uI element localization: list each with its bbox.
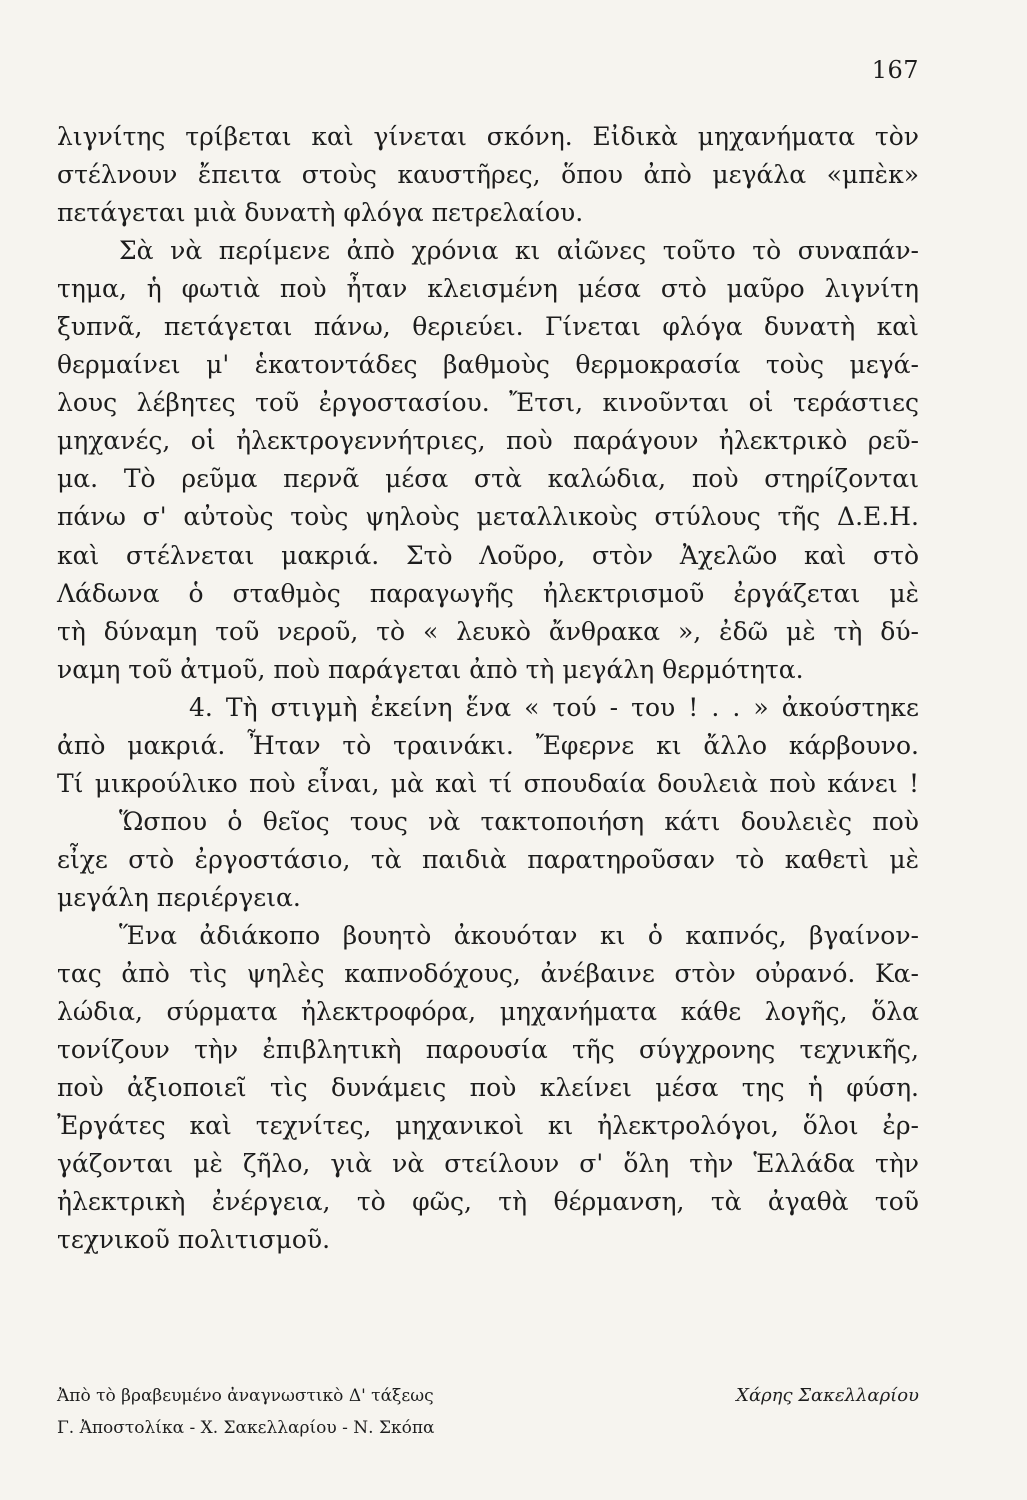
text-line: θερμαίνει μ' ἑκατοντάδες βαθμοὺς θερμοκρασία τοὺς μεγά- (57, 350, 919, 380)
text-line: ἀπὸ μακριά. Ἦταν τὸ τραινάκι. Ἔφερνε κι ἄλλο κάρβουνο. (57, 730, 919, 760)
author-name: Χάρης Σακελλαρίου (736, 1385, 919, 1406)
text-line: λιγνίτης τρίβεται καὶ γίνεται σκόνη. Εἰδικὰ μηχανήματα τὸν (57, 122, 919, 151)
text-line: Ἕνα ἀδιάκοπο βουητὸ ἀκουόταν κι ὁ καπνός, βγαίνον- (119, 920, 919, 950)
text-line: Τί μικρούλικο ποὺ εἶναι, μὰ καὶ τί σπουδαία δουλειὰ ποὺ κάνει ! (57, 768, 919, 798)
source-line-1: Ἀπὸ τὸ βραβευμένο ἀναγνωστικὸ Δ' τάξεως (57, 1386, 434, 1406)
text-line: ποὺ ἀξιοποιεῖ τὶς δυνάμεις ποὺ κλείνει μέσα της ἡ φύση. (57, 1073, 919, 1103)
text-line: λους λέβητες τοῦ ἐργοστασίου. Ἔτσι, κινοῦνται οἱ τεράστιες (57, 388, 919, 418)
text-line: μα. Τὸ ρεῦμα περνᾶ μέσα στὰ καλώδια, ποὺ στηρίζονται (57, 464, 919, 494)
text-line: τὴ δύναμη τοῦ νεροῦ, τὸ « λευκὸ ἄνθρακα », ἐδῶ μὲ τὴ δύ- (57, 616, 919, 646)
text-line: στέλνουν ἔπειτα στοὺς καυστῆρες, ὅπου ἀπὸ μεγάλα «μπὲκ» (57, 160, 919, 190)
text-line: γάζονται μὲ ζῆλο, γιὰ νὰ στείλουν σ' ὅλη τὴν Ἑλλάδα τὴν (57, 1149, 919, 1179)
text-line: τεχνικοῦ πολιτισμοῦ. (57, 1225, 331, 1255)
text-line: ἠλεκτρικὴ ἐνέργεια, τὸ φῶς, τὴ θέρμανση, τὰ ἀγαθὰ τοῦ (57, 1187, 919, 1217)
body-text (57, 118, 919, 1259)
source-line-2: Γ. Ἀποστολίκα - Χ. Σακελλαρίου - Ν. Σκόπα (57, 1418, 435, 1438)
text-line: εἶχε στὸ ἐργοστάσιο, τὰ παιδιὰ παρατηροῦσαν τὸ καθετὶ μὲ (57, 844, 919, 874)
text-line: πάνω σ' αὐτοὺς τοὺς ψηλοὺς μεταλλικοὺς στύλους τῆς Δ.Ε.Η. (57, 502, 919, 532)
text-line: Ὥσπου ὁ θεῖος τους νὰ τακτοποιήση κάτι δουλειὲς ποὺ (119, 806, 919, 836)
page-number: 167 (871, 56, 919, 84)
text-line: καὶ στέλνεται μακριά. Στὸ Λοῦρο, στὸν Ἀχελῶο καὶ στὸ (57, 540, 919, 570)
text-line: Σὰ νὰ περίμενε ἀπὸ χρόνια κι αἰῶνες τοῦτο τὸ συναπάν- (119, 236, 919, 266)
text-line: ξυπνᾶ, πετάγεται πάνω, θεριεύει. Γίνεται φλόγα δυνατὴ καὶ (57, 312, 919, 342)
text-line: ναμη τοῦ ἀτμοῦ, ποὺ παράγεται ἀπὸ τὴ μεγάλη θερμότητα. (57, 654, 804, 684)
text-line: τονίζουν τὴν ἐπιβλητικὴ παρουσία τῆς σύγχρονης τεχνικῆς, (57, 1035, 919, 1065)
text-line: λώδια, σύρματα ἠλεκτροφόρα, μηχανήματα κάθε λογῆς, ὅλα (57, 997, 919, 1027)
text-line: τημα, ἡ φωτιὰ ποὺ ἦταν κλεισμένη μέσα στὸ μαῦρο λιγνίτη (57, 274, 919, 304)
text-line: μηχανές, οἱ ἠλεκτρογεννήτριες, ποὺ παράγουν ἠλεκτρικὸ ρεῦ- (57, 426, 919, 456)
text-line: Ἐργάτες καὶ τεχνίτες, μηχανικοὶ κι ἠλεκτρολόγοι, ὅλοι ἐρ- (57, 1111, 919, 1141)
text-line: μεγάλη περιέργεια. (57, 882, 301, 912)
text-line: τας ἀπὸ τὶς ψηλὲς καπνοδόχους, ἀνέβαινε στὸν οὐρανό. Κα- (57, 959, 919, 989)
text-line: πετάγεται μιὰ δυνατὴ φλόγα πετρελαίου. (57, 198, 584, 228)
source-citation (57, 1380, 435, 1444)
text-line: Λάδωνα ὁ σταθμὸς παραγωγῆς ἠλεκτρισμοῦ ἐργάζεται μὲ (57, 578, 919, 608)
text-line: 4. Τὴ στιγμὴ ἐκείνη ἕνα « τού - του ! . . » ἀκούστηκε (189, 692, 919, 722)
